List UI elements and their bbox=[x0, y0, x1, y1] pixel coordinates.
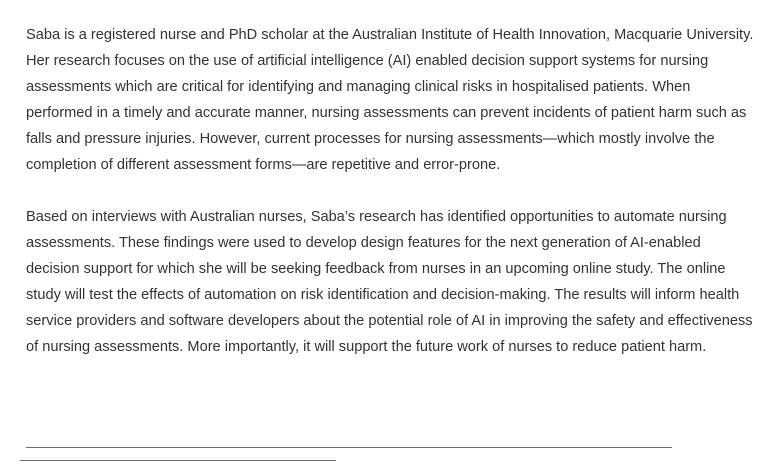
bio-paragraph: Saba is a registered nurse and PhD scholar at the Australian Institute of Health Innovation, Macquarie University. Her research focuses on the use of artificial intelligence (AI) enabled decision support systems for nursing assessments which are critical for identifying and managing clinical risks in hospitalised patients. When performed in a timely and accurate manner, nursing assessments can prevent incidents of patient harm such as falls and pressure injuries. However, current processes for nursing assessments—which mostly involve the completion of different assessment forms—are repetitive and error-prone. bbox=[26, 27, 754, 173]
footnote-divider-line bbox=[20, 460, 336, 461]
divider-line bbox=[26, 447, 672, 448]
article-body bbox=[26, 22, 756, 360]
research-paragraph: Based on interviews with Australian nurses, Saba’s research has identified opportunities to automate nursing assessments. These findings were used to develop design features for the next generation of AI-enabled decision support for which she will be seeking feedback from nurses in an upcoming online study. The online study will test the effects of automation on risk identification and decision-making. The results will inform health service providers and software developers about the potential role of AI in improving the safety and effectiveness of nursing assessments. More importantly, it will support the future work of nurses to reduce patient harm. bbox=[26, 209, 753, 355]
